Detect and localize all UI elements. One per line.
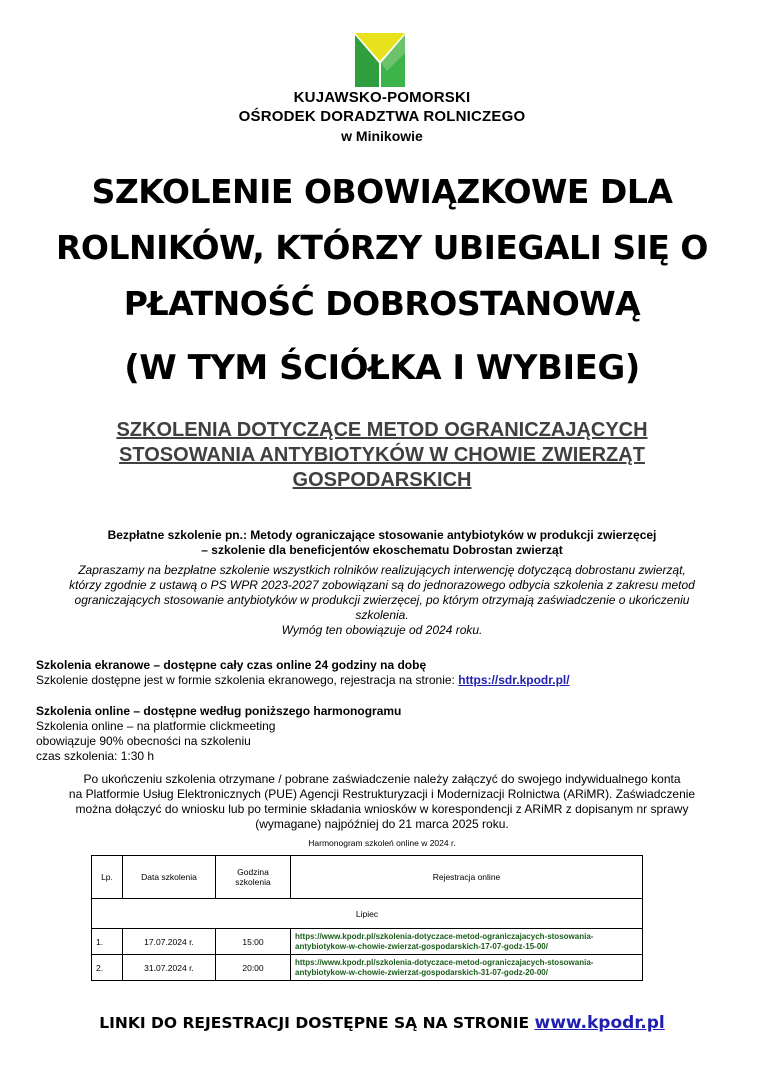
screen-training-text [36, 673, 726, 688]
screen-training-section [36, 658, 726, 688]
registration-link-line1[interactable]: https://www.kpodr.pl/szkolenia-dotyczace-metod-ograniczajacych-stosowania- [295, 931, 594, 941]
footer-text: LINKI DO REJESTRACJI DOSTĘPNE SĄ NA STRONIE [99, 1014, 535, 1032]
month-label: Lipiec [92, 899, 643, 929]
title-line1: SZKOLENIE OBOWIĄZKOWE DLA [91, 172, 673, 211]
registration-link-line2[interactable]: antybiotykow-w-chowie-zwierzat-gospodarskich-31-07-godz-20-00/ [295, 967, 548, 977]
header-date: Data szkolenia [123, 856, 216, 899]
kodr-logo-icon [355, 33, 405, 87]
title-line2: ROLNIKÓW, KTÓRZY UBIEGALI SIĘ O [56, 228, 708, 267]
intro-line: Wymóg ten obowiązuje od 2024 roku. [281, 623, 483, 637]
row-registration-link[interactable] [291, 929, 643, 955]
kpodr-website-link[interactable]: www.kpodr.pl [534, 1013, 665, 1033]
table-header-row [92, 856, 643, 899]
subtitle-line2: STOSOWANIA ANTYBIOTYKÓW W CHOWIE ZWIERZĄT [119, 444, 645, 466]
schedule-caption: Harmonogram szkoleń online w 2024 r. [308, 838, 456, 848]
sdr-registration-link[interactable]: https://sdr.kpodr.pl/ [458, 673, 570, 687]
intro-line: ograniczających stosowanie antybiotyków w produkcji zwierzęcej, po którym otrzymają zaświadczenie o ukończeniu [74, 593, 690, 607]
title-line4: (W TYM ŚCIÓŁKA I WYBIEG) [124, 348, 640, 388]
subtitle [40, 418, 724, 493]
registration-link-line1[interactable]: https://www.kpodr.pl/szkolenia-dotyczace-metod-ograniczajacych-stosowania- [295, 957, 594, 967]
footer-note [0, 1013, 764, 1033]
table-row [92, 929, 643, 955]
org-name-line1: KUJAWSKO-POMORSKI [293, 89, 471, 106]
certificate-line: (wymagane) najpóźniej do 21 marca 2025 roku. [255, 817, 509, 831]
row-registration-link[interactable] [291, 955, 643, 981]
row-date: 17.07.2024 r. [123, 929, 216, 955]
table-row [92, 955, 643, 981]
header-hour [216, 856, 291, 899]
online-training-heading: Szkolenia online – dostępne według poniższego harmonogramu [36, 704, 402, 718]
header-hour-line1: Godzina [237, 867, 269, 877]
org-name-line2: OŚRODEK DORADZTWA ROLNICZEGO [238, 108, 526, 125]
row-lp: 1. [92, 929, 123, 955]
online-training-line: czas szkolenia: 1:30 h [36, 749, 155, 763]
online-training-line: Szkolenia online – na platformie clickmeeting [36, 719, 276, 733]
intro-paragraph [30, 563, 734, 638]
registration-link-line2[interactable]: antybiotykow-w-chowie-zwierzat-gospodarskich-17-07-godz-15-00/ [295, 941, 548, 951]
certificate-line: można dołączyć do wniosku lub po terminie składania wniosków w korespondencji z ARiMR z dopisanym nr sprawy [75, 802, 689, 816]
intro-heading [40, 528, 724, 558]
screen-training-heading: Szkolenia ekranowe – dostępne cały czas online 24 godziny na dobę [36, 658, 427, 672]
certificate-line: Po ukończeniu szkolenia otrzymane / pobrane zaświadczenie należy załączyć do swojego indywidualnego konta [83, 772, 681, 786]
row-hour: 15:00 [216, 929, 291, 955]
intro-line: szkolenia. [355, 608, 409, 622]
subtitle-line3: GOSPODARSKICH [292, 469, 472, 491]
row-date: 31.07.2024 r. [123, 955, 216, 981]
header-registration: Rejestracja online [291, 856, 643, 899]
org-name-line3: w Minikowie [341, 128, 423, 144]
intro-line: Zapraszamy na bezpłatne szkolenie wszystkich rolników realizujących interwencję dotyczącą dobrostanu zwierząt, [78, 563, 686, 577]
intro-line: którzy zgodnie z ustawą o PS WPR 2023-2027 zobowiązani są do jednorazowego odbycia szkolenia z zakresu metod [69, 578, 695, 592]
row-lp: 2. [92, 955, 123, 981]
title-line3: PŁATNOŚĆ DOBROSTANOWĄ [123, 284, 641, 323]
row-hour: 20:00 [216, 955, 291, 981]
screen-training-description: Szkolenie dostępne jest w formie szkolenia ekranowego, rejestracja na stronie: [36, 673, 459, 687]
table-month-row [92, 899, 643, 929]
online-training-section [36, 704, 726, 764]
online-training-line: obowiązuje 90% obecności na szkoleniu [36, 734, 251, 748]
schedule-table [91, 855, 643, 981]
certificate-line: na Platformie Usług Elektronicznych (PUE) Agencji Restrukturyzacji i Modernizacji Rolnictwa (ARiMR). Zaświadczenie [68, 787, 696, 801]
intro-heading-line1: Bezpłatne szkolenie pn.: Metody ograniczające stosowanie antybiotyków w produkcji zwierzęcej [107, 528, 657, 542]
subtitle-line1: SZKOLENIA DOTYCZĄCE METOD OGRANICZAJĄCYCH [116, 419, 648, 441]
intro-heading-line2: – szkolenie dla beneficjentów ekoschematu Dobrostan zwierząt [201, 543, 563, 557]
header-lp: Lp. [92, 856, 123, 899]
header-hour-line2: szkolenia [235, 877, 271, 887]
certificate-info [30, 772, 734, 832]
